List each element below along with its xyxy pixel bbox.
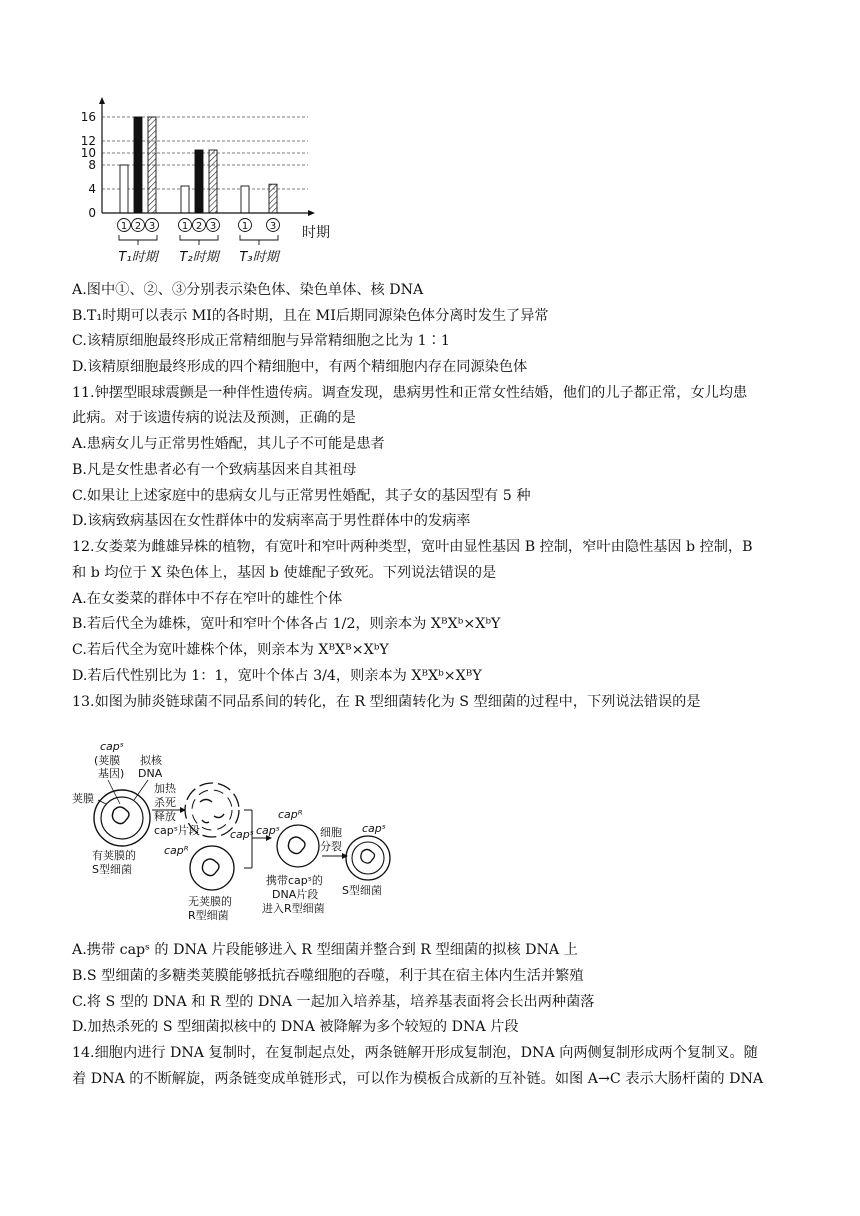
caps-gene-label-3: 基因) <box>98 767 125 780</box>
q12-stem-line1: 12.女娄菜为雌雄异株的植物，有宽叶和窄叶两种类型，宽叶由显性基因 B 控制，窄叶由隐性基因 b 控制，B <box>72 539 753 555</box>
bar <box>134 117 142 213</box>
q11-option-a: A.患病女儿与正常男性婚配，其儿子不可能是患者 <box>72 436 385 452</box>
nucleoid-label: 拟核 <box>140 754 162 767</box>
group-label: T₃时期 <box>239 250 279 265</box>
bar <box>209 150 217 213</box>
q14-stem-line2: 着 DNA 的不断解旋，两条链变成单链形式，可以作为模板合成新的互补链。如图 A→C 表示大肠杆菌的 DNA <box>72 1071 764 1087</box>
dna-fragment <box>202 820 209 823</box>
series-marker-label: 2 <box>134 221 142 232</box>
divide-arrow-head <box>342 853 348 859</box>
q11-option-b: B.凡是女性患者必有一个致病基因来自其祖母 <box>72 462 357 478</box>
q10-option-b: B.T₁时期可以表示 MⅠ的各时期，且在 MⅠ后期同源染色体分离时发生了异常 <box>72 308 549 324</box>
q13-option-b: B.S 型细菌的多糖类荚膜能够抵抗吞噬细胞的吞噬，利于其在宿主体内生活并繁殖 <box>72 968 584 984</box>
enter-label-3: 进入R型细菌 <box>262 902 325 915</box>
divide-label: 细胞 <box>320 826 342 839</box>
nucleoid-label-2: DNA <box>138 767 163 780</box>
r-cell-body <box>190 846 234 890</box>
q12-option-a: A.在女娄菜的群体中不存在窄叶的雄性个体 <box>72 591 343 607</box>
bar <box>181 186 189 213</box>
r-cell-label: 无荚膜的 <box>188 895 232 908</box>
capr-label-2: capᴿ <box>278 808 303 821</box>
capr-label: capᴿ <box>164 844 189 857</box>
final-s-cell-capsule <box>346 836 390 880</box>
q12-option-d: D.若后代性别比为 1：1，宽叶个体占 3/4，则亲本为 XᴮXᵇ×XᴮY <box>72 668 482 684</box>
final-s-cell-label: S型细菌 <box>342 884 382 897</box>
q10-option-c: C.该精原细胞最终形成正常精细胞与异常精细胞之比为 1∶1 <box>72 333 450 349</box>
s-cell-label: 有荚膜的 <box>92 849 136 862</box>
y-tick-label: 12 <box>80 134 96 148</box>
q14-stem-line1: 14.细胞内进行 DNA 复制时，在复制起点处，两条链解开形成复制泡，DNA 向两侧复制形成两个复制叉。随 <box>72 1045 758 1061</box>
dna-fragment <box>200 800 212 803</box>
s-cell-capsule <box>94 790 150 846</box>
bar <box>241 186 249 213</box>
series-marker-label: 3 <box>269 221 277 232</box>
transformed-cell-body <box>277 825 319 867</box>
r-cell-label-2: R型细菌 <box>188 909 229 922</box>
q12-stem-line2: 和 b 均位于 X 染色体上，基因 b 使雄配子致死。下列说法错误的是 <box>72 565 497 581</box>
caps-gene-label-2: (荚膜 <box>94 754 121 767</box>
q12-option-b: B.若后代全为雄株，宽叶和窄叶个体各占 1/2，则亲本为 XᴮXᵇ×XᵇY <box>72 616 501 632</box>
y-axis-arrow <box>99 97 105 104</box>
group-brace <box>180 235 218 245</box>
group-brace <box>240 235 278 245</box>
q13-option-d: D.加热杀死的 S 型细菌拟核中的 DNA 被降解为多个较短的 DNA 片段 <box>72 1019 519 1035</box>
series-marker-label: 1 <box>181 221 189 232</box>
q13-option-c: C.将 S 型的 DNA 和 R 型的 DNA 一起加入培养基，培养基表面将会长出两种菌落 <box>72 994 595 1010</box>
transformation-diagram <box>72 738 392 928</box>
caps-fragment-label: capˢ <box>230 828 254 841</box>
series-marker-label: 2 <box>195 221 203 232</box>
bar <box>148 117 156 213</box>
q11-stem-line2: 此病。对于该遗传病的说法及预测，正确的是 <box>72 410 356 426</box>
s-cell-label-2: S型细菌 <box>92 863 132 876</box>
q11-option-c: C.如果让上述家庭中的患病女儿与正常男性婚配，其子女的基因型有 5 种 <box>72 488 531 504</box>
heat-label: 加热 <box>154 782 176 795</box>
heat-label-3: 释放 <box>154 810 176 823</box>
capsule-label: 荚膜 <box>72 792 94 805</box>
final-s-cell-nucleoid <box>361 850 375 864</box>
heat-label-2: 杀死 <box>154 796 176 809</box>
series-marker-label: 3 <box>148 221 156 232</box>
s-cell-nucleoid <box>112 807 129 824</box>
y-tick-label: 4 <box>88 182 96 196</box>
group-label: T₁时期 <box>118 250 158 265</box>
caps-final-label: capˢ <box>362 822 386 835</box>
y-tick-label: 16 <box>80 110 96 124</box>
q10-option-d: D.该精原细胞最终形成的四个精细胞中，有两个精细胞内存在同源染色体 <box>72 359 528 375</box>
group-label: T₂时期 <box>179 250 219 265</box>
group-brace <box>119 235 157 245</box>
final-s-cell-body <box>352 842 384 874</box>
series-marker-label: 1 <box>120 221 128 232</box>
enter-label-2: DNA片段 <box>272 888 319 901</box>
q10-option-a: A.图中①、②、③分别表示染色体、染色单体、核 DNA <box>72 282 424 298</box>
q11-stem-line1: 11.钟摆型眼球震颤是一种伴性遗传病。调查发现，患病男性和正常女性结婚，他们的儿子都正常，女儿均患 <box>72 385 748 401</box>
bar-chart <box>72 95 342 275</box>
y-tick-label: 10 <box>80 146 96 160</box>
series-marker-label: 3 <box>209 221 217 232</box>
y-tick-label: 0 <box>88 206 96 220</box>
q13-stem: 13.如图为肺炎链球菌不同品系间的转化，在 R 型细菌转化为 S 型细菌的过程中，下列说法错误的是 <box>72 694 701 710</box>
y-tick-label: 8 <box>88 158 96 172</box>
q13-option-a: A.携带 capˢ 的 DNA 片段能够进入 R 型细菌并整合到 R 型细菌的拟核 DNA 上 <box>72 942 578 958</box>
q11-option-d: D.该病致病基因在女性群体中的发病率高于男性群体中的发病率 <box>72 513 471 529</box>
bar <box>195 150 203 213</box>
q12-option-c: C.若后代全为宽叶雄株个体，则亲本为 XᴮXᴮ×XᵇY <box>72 642 389 658</box>
caps-gene-label: capˢ <box>100 740 124 753</box>
divide-label-2: 分裂 <box>320 840 342 853</box>
bar <box>269 184 277 213</box>
caps-bracket-label: capˢ <box>256 824 280 837</box>
x-axis-arrow <box>308 210 315 216</box>
series-marker-label: 1 <box>241 221 249 232</box>
r-cell-nucleoid <box>202 859 219 876</box>
x-axis-label: 时期 <box>302 225 330 241</box>
transformed-cell-nucleoid <box>288 837 305 854</box>
bar <box>120 165 128 213</box>
dna-fragment <box>214 814 224 818</box>
s-cell-body <box>101 797 143 839</box>
enter-label: 携带capˢ的 <box>266 874 323 887</box>
heat-label-4: capˢ片段 <box>154 824 200 837</box>
